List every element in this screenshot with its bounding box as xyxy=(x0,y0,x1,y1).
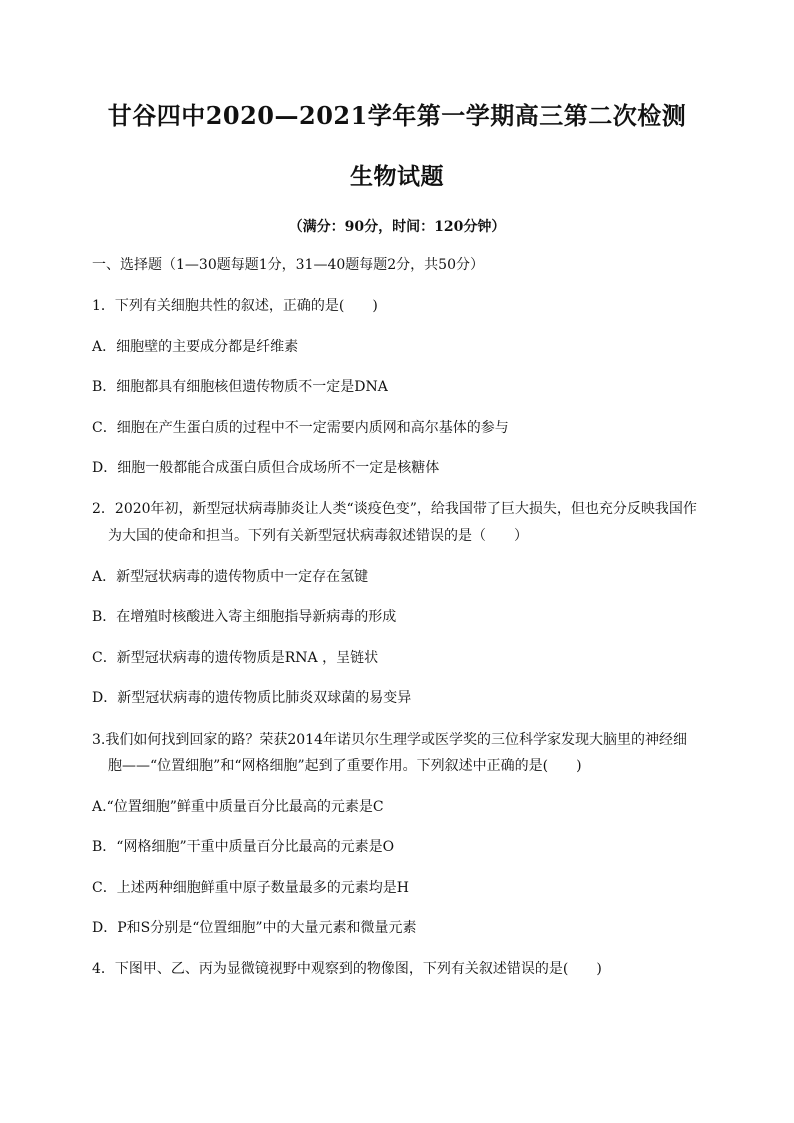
question-option: A．细胞壁的主要成分都是纤维素 xyxy=(92,339,299,355)
question-option: C．新型冠状病毒的遗传物质是RNA ，呈链状 xyxy=(92,650,379,666)
question-stem-continuation: 为大国的使命和担当。下列有关新型冠状病毒叙述错误的是（ ） xyxy=(108,528,528,544)
question-stem-continuation: 胞——“位置细胞”和“网格细胞”起到了重要作用。下列叙述中正确的是( ) xyxy=(108,758,582,774)
question-option: B．细胞都具有细胞核但遗传物质不一定是DNA xyxy=(92,379,388,395)
score-time-note: （满分：90分，时间：120分钟） xyxy=(288,219,506,235)
question-stem: 3.我们如何找到回家的路？荣获2014年诺贝尔生理学或医学奖的三位科学家发现大脑里的神经细 xyxy=(92,732,687,748)
section-heading: 一、选择题（1—30题每题1分，31—40题每题2分，共50分） xyxy=(92,257,484,273)
question-option: D．细胞一般都能合成蛋白质但合成场所不一定是核糖体 xyxy=(92,460,440,476)
question-option: B．在增殖时核酸进入寄主细胞指导新病毒的形成 xyxy=(92,609,397,625)
question-option: D．P和S分别是“位置细胞”中的大量元素和微量元素 xyxy=(92,920,417,936)
question-stem: 1．下列有关细胞共性的叙述，正确的是( ) xyxy=(92,298,378,314)
question-option: C．细胞在产生蛋白质的过程中不一定需要内质网和高尔基体的参与 xyxy=(92,420,509,436)
question-option: D．新型冠状病毒的遗传物质比肺炎双球菌的易变异 xyxy=(92,690,412,706)
exam-subject-title: 生物试题 xyxy=(350,163,444,190)
question-option: A.“位置细胞”鲜重中质量百分比最高的元素是C xyxy=(92,799,384,815)
question-option: B．“网格细胞”干重中质量百分比最高的元素是O xyxy=(92,839,395,855)
exam-title: 甘谷四中2020—2021学年第一学期高三第二次检测 xyxy=(107,101,687,130)
question-stem: 4．下图甲、乙、丙为显微镜视野中观察到的物像图，下列有关叙述错误的是( ) xyxy=(92,961,602,977)
question-stem: 2．2020年初，新型冠状病毒肺炎让人类“谈疫色变”，给我国带了巨大损失，但也充分反映我国作 xyxy=(92,501,697,517)
question-option: A．新型冠状病毒的遗传物质中一定存在氢键 xyxy=(92,569,369,585)
question-option: C．上述两种细胞鲜重中原子数量最多的元素均是H xyxy=(92,880,409,896)
